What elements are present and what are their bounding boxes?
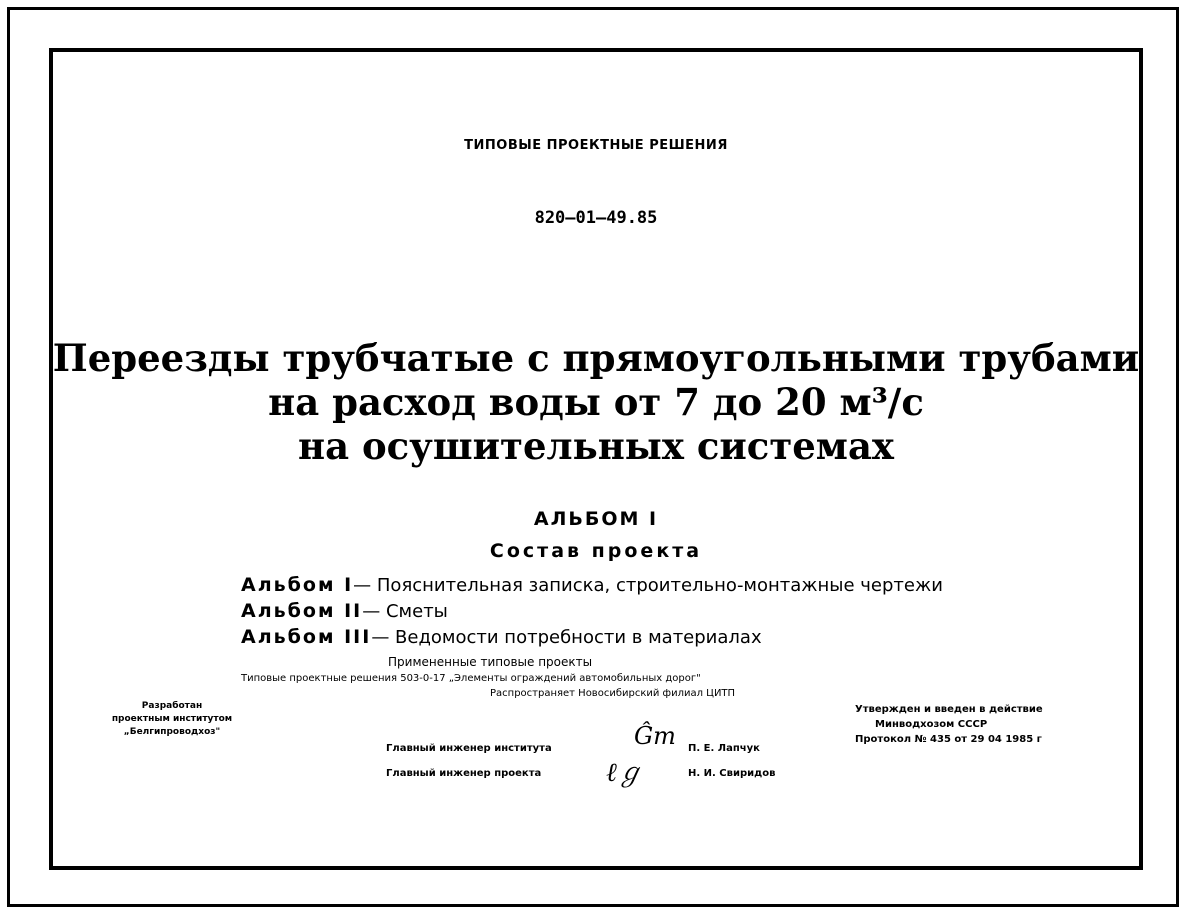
signer-role: Главный инженер института	[386, 743, 552, 754]
signature-1: Ĝm	[634, 722, 676, 750]
applied-projects-line: Типовые проектные решения 503-0-17 „Элементы ограждений автомобильных дорог"	[241, 673, 701, 684]
album-description: — Пояснительная записка, строительно-монтажные чертежи	[353, 575, 943, 596]
album-row	[241, 626, 762, 648]
title-line-3: на осушительных системах	[298, 424, 894, 468]
signer-role: Главный инженер проекта	[386, 768, 542, 779]
distributor-line: Распространяет Новосибирский филиал ЦИТП	[490, 688, 736, 699]
approval-block	[855, 702, 1043, 747]
signer-name: Н. И. Свиридов	[688, 768, 776, 779]
approval-line: Протокол № 435 от 29 04 1985 г	[855, 734, 1042, 745]
developer-line: „Белгипроводхоз"	[123, 727, 221, 737]
album-description: — Ведомости потребности в материалах	[371, 627, 762, 648]
composition-title: Состав проекта	[489, 540, 703, 562]
series-label: ТИПОВЫЕ ПРОЕКТНЫЕ РЕШЕНИЯ	[464, 138, 728, 153]
album-header: АЛЬБОМ I	[533, 508, 659, 530]
approval-line: Утвержден и введен в действие	[855, 704, 1043, 715]
developer-line: Разработан	[141, 701, 203, 711]
applied-projects-heading: Примененные типовые проекты	[388, 655, 593, 669]
album-row	[241, 574, 943, 596]
album-number: Альбом II	[241, 600, 363, 622]
signer-name: П. Е. Лапчук	[688, 743, 760, 754]
approval-line: Минводхозом СССР	[875, 719, 988, 730]
title-line-2: на расход воды от 7 до 20 м³/с	[268, 380, 924, 424]
document-code: 820—01—49.85	[534, 208, 658, 228]
developer-block	[106, 700, 238, 739]
title-line-1: Переезды трубчатые с прямоугольными трубами	[52, 336, 1140, 380]
album-row	[241, 600, 448, 622]
signature-2: ℓℊ	[606, 758, 643, 788]
album-number: Альбом I	[241, 574, 354, 596]
album-description: — Сметы	[362, 601, 448, 622]
developer-line: проектным институтом	[111, 714, 233, 724]
album-number: Альбом III	[241, 626, 372, 648]
